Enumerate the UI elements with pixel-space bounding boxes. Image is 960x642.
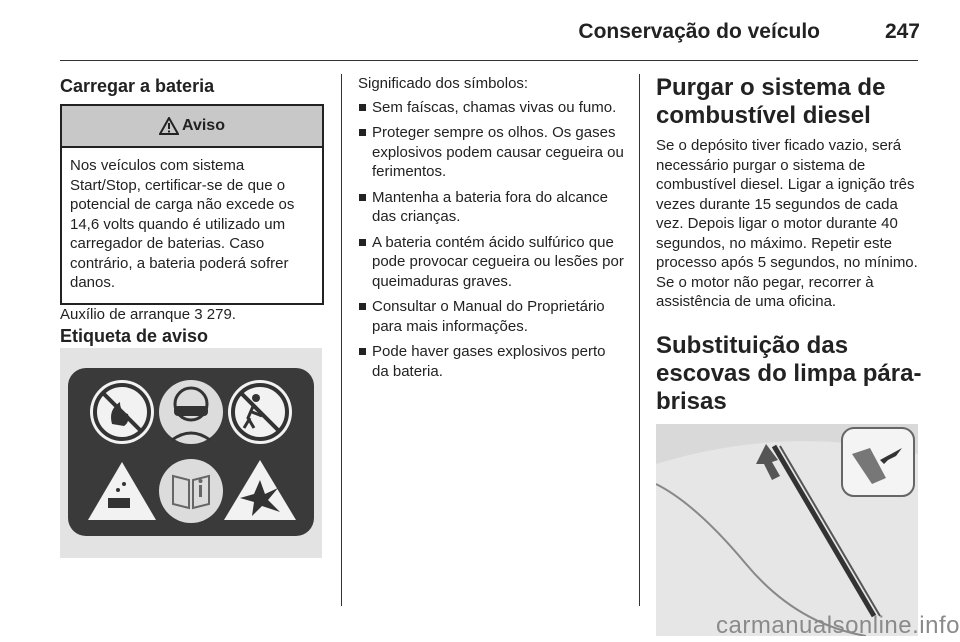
column-divider-2 [639, 74, 640, 606]
read-manual-icon [159, 459, 223, 523]
list-item: Mantenha a bateria fora do alcance das crianças. [358, 188, 624, 227]
column-3 [656, 74, 922, 636]
list-item: Consultar o Manual do Proprietário para mais informações. [358, 297, 624, 336]
column-divider-1 [341, 74, 342, 606]
symbols-list [358, 98, 624, 382]
eye-protection-icon [159, 380, 223, 444]
wiper-title: Substituição das escovas do limpa pára-brisas [656, 331, 922, 415]
page-number: 247 [884, 20, 920, 43]
purge-title: Purgar o sistema de combustível diesel [656, 74, 886, 129]
no-fire-icon [90, 380, 154, 444]
watermark-text: carmanualsonline.info [716, 612, 960, 639]
page-header-title: Conservação do veículo [578, 20, 820, 43]
keep-children-away-icon [228, 380, 292, 444]
warning-box [60, 104, 324, 305]
header-rule [60, 60, 918, 61]
wiper-image [656, 424, 918, 636]
list-item: A bateria contém ácido sulfúrico que pode provocar cegueira ou lesões por queimaduras graves. [358, 233, 624, 292]
purge-text: Se o depósito tiver ficado vazio, será necessário purgar o sistema de combustível diesel. Ligar a ignição três vezes durante 15 segundos de cada vez. Depois ligar o motor durante 40 segundos, no máximo. Repetir este processo após 5 segundos, no mínimo. Se o motor não pegar, recorrer à assistência de uma oficina. [656, 137, 918, 310]
list-item: Sem faíscas, chamas vivas ou fumo. [358, 98, 624, 118]
warning-triangle-icon [159, 117, 179, 135]
column-2 [358, 74, 624, 387]
section-title-battery: Carregar a bateria [60, 76, 215, 96]
warning-title: Aviso [182, 117, 225, 134]
label-heading: Etiqueta de aviso [60, 326, 209, 346]
list-item: Pode haver gases explosivos perto da bateria. [358, 342, 624, 381]
list-item: Proteger sempre os olhos. Os gases explosivos podem causar cegueira ou ferimentos. [358, 123, 624, 182]
warning-header [62, 106, 322, 148]
jump-start-reference: Auxílio de arranque 3 279. [60, 305, 236, 323]
warning-label-image [60, 348, 322, 558]
warning-text: Nos veículos com sistema Start/Stop, certificar-se de que o potencial de carga não excede os 14,6 volts quando é utilizado um carregador de baterias. Caso contrário, a bateria poderá sofrer danos. [70, 157, 295, 291]
symbols-intro: Significado dos símbolos: [358, 75, 529, 92]
column-1 [60, 74, 324, 558]
